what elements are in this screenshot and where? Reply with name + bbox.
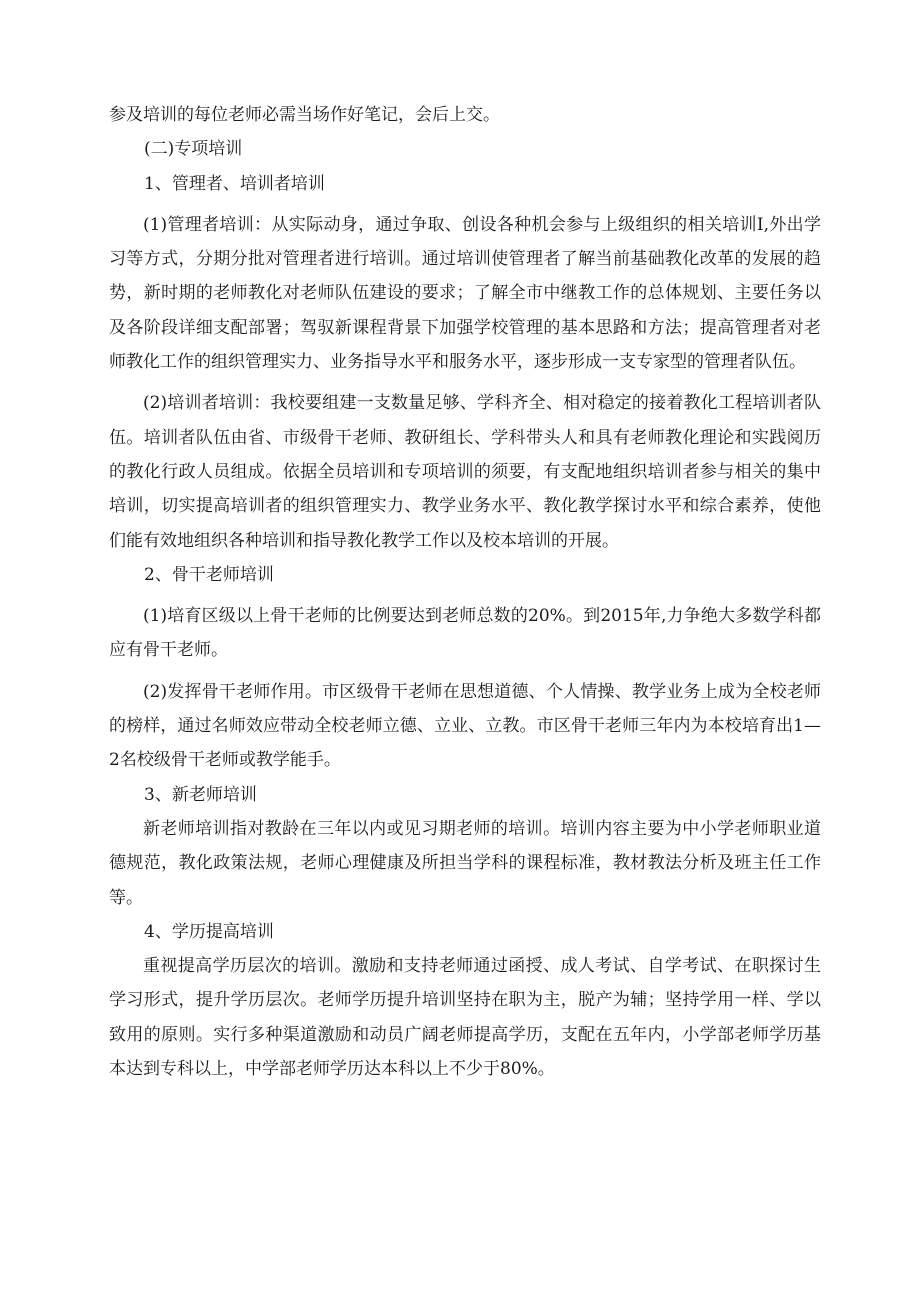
paragraph: (2)发挥骨干老师作用。市区级骨干老师在思想道德、个人情操、教学业务上成为全校老师的榜样，通过名师效应带动全校老师立德、立业、立教。市区骨干老师三年内为本校培育出1—2名校级骨干老师或教学能手。 [109, 681, 821, 771]
paragraph: (1)培育区级以上骨干老师的比例要达到老师总数的20%。到2015年,力争绝大多数学科都应有骨干老师。 [109, 606, 821, 661]
subsection-heading: 1、管理者、培训者培训 [144, 173, 325, 194]
section-heading: (二)专项培训 [144, 139, 243, 160]
subsection-heading: 3、新老师培训 [144, 784, 257, 805]
document-body [109, 98, 821, 1086]
paragraph: (2)培训者培训：我校要组建一支数量足够、学科齐全、相对稳定的接着教化工程培训者队伍。培训者队伍由省、市级骨干老师、教研组长、学科带头人和具有老师教化理论和实践阅历的教化行政人员组成。依据全员培训和专项培训的须要，有支配地组织培训者参与相关的集中培训，切实提高培训者的组织管理实力、教学业务水平、教化教学探讨水平和综合素养，使他们能有效地组织各种培训和指导教化教学工作以及校本培训的开展。 [109, 393, 821, 551]
subsection-heading: 2、骨干老师培训 [144, 564, 274, 585]
paragraph: (1)管理者培训：从实际动身，通过争取、创设各种机会参与上级组织的相关培训I,外出学习等方式，分期分批对管理者进行培训。通过培训使管理者了解当前基础教化改革的发展的趋势，新时期的老师教化对老师队伍建设的要求；了解全市中继教工作的总体规划、主要任务以及各阶段详细支配部署；驾驭新课程背景下加强学校管理的基本思路和方法；提高管理者对老师教化工作的组织管理实力、业务指导水平和服务水平，逐步形成一支专家型的管理者队伍。 [109, 214, 821, 373]
subsection-heading: 4、学历提高培训 [144, 921, 274, 942]
paragraph: 重视提高学历层次的培训。激励和支持老师通过函授、成人考试、自学考试、在职探讨生学习形式，提升学历层次。老师学历提升培训坚持在职为主，脱产为辅；坚持学用一样、学以致用的原则。实行多种渠道激励和动员广阔老师提高学历，支配在五年内，小学部老师学历基本达到专科以上，中学部老师学历达本科以上不少于80%。 [109, 956, 821, 1080]
paragraph: 参及培训的每位老师必需当场作好笔记，会后上交。 [109, 105, 500, 125]
paragraph: 新老师培训指对教龄在三年以内或见习期老师的培训。培训内容主要为中小学老师职业道德规范，教化政策法规，老师心理健康及所担当学科的课程标准，教材教法分析及班主任工作等。 [109, 818, 821, 908]
